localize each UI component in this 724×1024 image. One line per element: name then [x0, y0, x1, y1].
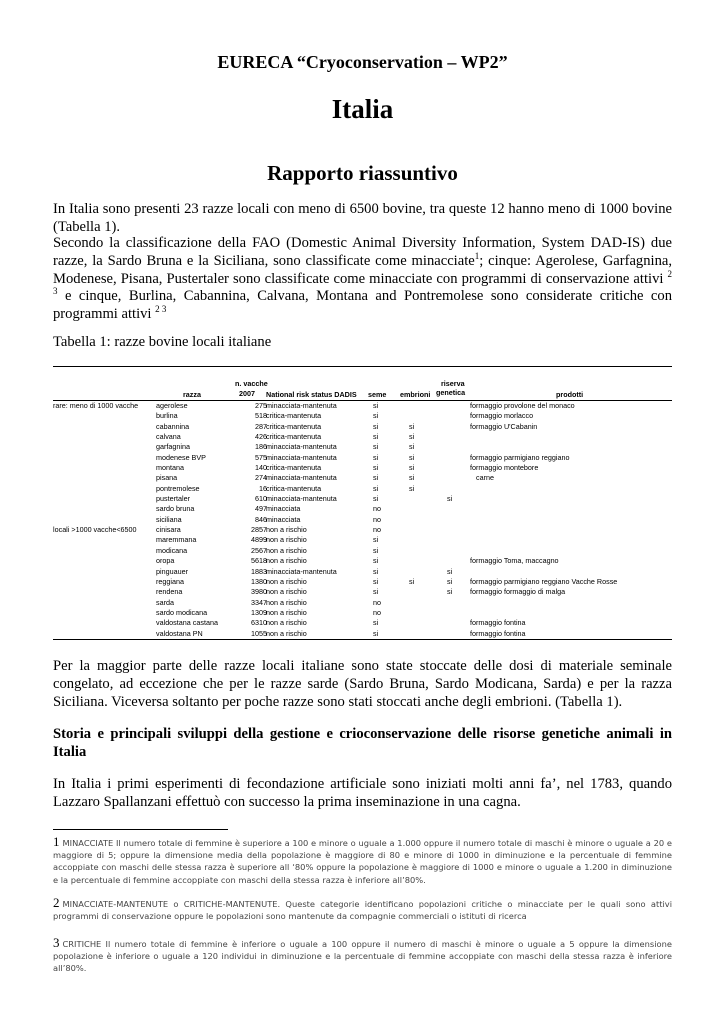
row-semen: si — [373, 587, 379, 597]
row-breed: garfagnina — [156, 442, 190, 452]
row-products: formaggio Toma, maccagno — [470, 556, 559, 566]
row-cow-count: 140 — [255, 463, 267, 473]
row-risk-status: critica-mantenuta — [266, 463, 322, 473]
row-breed: modicana — [156, 545, 188, 555]
row-risk-status: critica-mantenuta — [266, 432, 322, 442]
header-seed: seme — [368, 390, 387, 399]
row-semen: no — [373, 607, 381, 617]
row-cow-count: 275 — [255, 401, 267, 410]
row-genetic-reserve: si — [447, 576, 453, 586]
row-semen: si — [373, 628, 379, 638]
row-products: formaggio formaggio di malga — [470, 587, 566, 597]
header-n-line1: n. vacche — [235, 379, 268, 388]
row-risk-status: non a rischio — [266, 525, 307, 535]
header-risk: National risk status DADIS — [266, 390, 357, 399]
row-breed: pontremolese — [156, 483, 200, 493]
row-semen: no — [373, 597, 381, 607]
row-breed: maremmana — [156, 535, 197, 545]
row-breed: pisana — [156, 473, 178, 483]
table-row — [53, 598, 672, 608]
row-cow-count: 4899 — [251, 535, 267, 545]
row-semen: no — [373, 514, 381, 524]
row-semen: si — [373, 618, 379, 628]
classification-paragraph — [53, 235, 672, 324]
table-row — [53, 535, 672, 545]
table-row — [53, 422, 672, 432]
project-title: EURECA “Cryoconservation – WP2” — [217, 52, 508, 72]
row-genetic-reserve: si — [447, 587, 453, 597]
row-embryos: si — [409, 473, 415, 483]
row-cow-count: 3347 — [251, 597, 267, 607]
row-cow-count: 16 — [259, 483, 267, 493]
table-row — [53, 484, 672, 494]
row-breed: reggiana — [156, 576, 184, 586]
row-risk-status: minacciata-mantenuta — [266, 566, 337, 576]
row-embryos: si — [409, 452, 415, 462]
row-risk-status: non a rischio — [266, 576, 307, 586]
row-semen: no — [373, 525, 381, 535]
row-breed: siciliana — [156, 514, 182, 524]
row-breed: sarda — [156, 597, 174, 607]
footnote-ref-2-3: 2 3 — [53, 268, 672, 297]
table-header — [53, 376, 672, 401]
row-embryos: si — [409, 483, 415, 493]
row-breed: sardo modicana — [156, 607, 208, 617]
row-cow-count: 186 — [255, 442, 267, 452]
row-breed: cinisara — [156, 525, 181, 535]
row-cow-count: 3980 — [251, 587, 267, 597]
table-row — [53, 453, 672, 463]
table-row — [53, 587, 672, 597]
header-gen-line2: genetica — [436, 388, 466, 397]
row-risk-status: non a rischio — [266, 618, 307, 628]
footnote-rule — [53, 829, 228, 830]
table-row — [53, 494, 672, 504]
row-breed: calvana — [156, 432, 181, 442]
row-breed: agerolese — [156, 401, 188, 410]
footnote-3 — [53, 937, 672, 975]
header-prod: prodotti — [556, 390, 584, 399]
row-cow-count: 274 — [255, 473, 267, 483]
table-caption: Tabella 1: razze bovine locali italiane — [53, 334, 272, 350]
table-row — [53, 442, 672, 452]
row-cow-count: 518 — [255, 411, 267, 421]
row-risk-status: non a rischio — [266, 535, 307, 545]
row-embryos: si — [409, 421, 415, 431]
table-bottom-rule — [53, 639, 672, 640]
row-risk-status: non a rischio — [266, 545, 307, 555]
footnote-ref-1: 1 — [474, 250, 480, 261]
row-risk-status: critica-mantenuta — [266, 483, 322, 493]
row-cow-count: 575 — [255, 452, 267, 462]
table-row — [53, 432, 672, 442]
row-cow-count: 2567 — [251, 545, 267, 555]
row-cow-count: 1380 — [251, 576, 267, 586]
row-breed: burlina — [156, 411, 178, 421]
table-row — [53, 618, 672, 628]
footnote-1 — [53, 836, 672, 886]
row-products: formaggio fontina — [470, 618, 526, 628]
row-breed: montana — [156, 463, 184, 473]
row-embryos: si — [409, 442, 415, 452]
footnote-ref-2-3-b: 2 3 — [155, 304, 167, 315]
row-breed: sardo bruna — [156, 504, 195, 514]
row-risk-status: minacciata-mantenuta — [266, 401, 337, 410]
country-title: Italia — [331, 94, 394, 124]
table-top-rule — [53, 366, 672, 367]
history-paragraph: In Italia i primi esperimenti di fecondazione artificiale sono iniziati molti anni fa’, nel 1783, quando Lazzaro Spallanzani effettuò con successo la prima inseminazione in una cagna. — [53, 776, 672, 810]
row-genetic-reserve: si — [447, 566, 453, 576]
table-row — [53, 556, 672, 566]
row-products: formaggio parmigiano reggiano Vacche Rosse — [470, 576, 618, 586]
table-row — [53, 463, 672, 473]
row-cow-count: 846 — [255, 514, 267, 524]
row-semen: si — [373, 432, 379, 442]
row-risk-status: minacciata — [266, 514, 301, 524]
table-row — [53, 473, 672, 483]
row-cow-count: 1055 — [251, 628, 267, 638]
row-breed: pustertaler — [156, 494, 190, 504]
table-row — [53, 525, 672, 535]
row-products: formaggio fontina — [470, 628, 526, 638]
row-risk-status: minacciata-mantenuta — [266, 442, 337, 452]
row-risk-status: non a rischio — [266, 587, 307, 597]
row-risk-status: minacciata-mantenuta — [266, 494, 337, 504]
row-semen: si — [373, 421, 379, 431]
row-products: carne — [470, 473, 494, 483]
footnote-number: 3 — [53, 935, 60, 950]
row-semen: si — [373, 545, 379, 555]
footnote-number: 2 — [53, 895, 60, 910]
row-semen: no — [373, 504, 381, 514]
row-breed: valdostana PN — [156, 628, 203, 638]
footnote-text: MINACCIATE-MANTENUTE o CRITICHE-MANTENUTE. Queste categorie identificano popolazioni critiche o minacciate per le quali sono attivi programmi di conservazione oppure le popolazioni sono mantenute da compagnie commerciali o istituti di ricerca — [53, 899, 672, 922]
table-row — [53, 401, 672, 411]
header-n-line2: 2007 — [239, 389, 255, 398]
table-row — [53, 504, 672, 514]
report-title: Rapporto riassuntivo — [267, 161, 458, 185]
row-group: locali >1000 vacche<6500 — [53, 525, 137, 535]
row-semen: si — [373, 494, 379, 504]
row-risk-status: non a rischio — [266, 597, 307, 607]
header-gen-line1: riserva — [441, 379, 465, 388]
row-semen: si — [373, 442, 379, 452]
row-risk-status: minacciata-mantenuta — [266, 452, 337, 462]
row-group: rare: meno di 1000 vacche — [53, 401, 139, 410]
footnote-text: CRITICHE Il numero totale di femmine è inferiore o uguale a 100 oppure il numero di maschi è minore o uguale a 5 oppure la dimensione popolazione è inferiore o uguale a 120 individui in diminuzione e la percentuale di femmine accoppiate con maschi della stessa razza è inferiore all’80%. — [53, 939, 672, 974]
row-breed: pinguauer — [156, 566, 188, 576]
row-cow-count: 1309 — [251, 607, 267, 617]
intro-paragraph: In Italia sono presenti 23 razze locali con meno di 6500 bovine, tra queste 12 hanno meno di 1000 bovine (Tabella 1). — [53, 201, 672, 235]
row-semen: si — [373, 473, 379, 483]
row-cow-count: 610 — [255, 494, 267, 504]
row-risk-status: non a rischio — [266, 607, 307, 617]
row-products: formaggio parmigiano reggiano — [470, 452, 570, 462]
footnote-number: 1 — [53, 834, 60, 849]
row-semen: si — [373, 411, 379, 421]
row-products: formaggio provolone del monaco — [470, 401, 575, 410]
history-heading: Storia e principali sviluppi della gestione e crioconservazione delle risorse genetiche animali in Italia — [53, 726, 672, 760]
row-cow-count: 6310 — [251, 618, 267, 628]
breeds-table — [53, 376, 672, 640]
footnote-2 — [53, 897, 672, 922]
row-risk-status: non a rischio — [266, 628, 307, 638]
table-row — [53, 629, 672, 639]
row-cow-count: 1883 — [251, 566, 267, 576]
classification-text-c: e cinque, Burlina, Cabannina, Calvana, Montana and Pontremolese sono considerate critiche con programmi attivi — [53, 288, 672, 323]
row-risk-status: critica-mantenuta — [266, 411, 322, 421]
row-semen: si — [373, 535, 379, 545]
row-cow-count: 497 — [255, 504, 267, 514]
row-semen: si — [373, 463, 379, 473]
row-semen: si — [373, 452, 379, 462]
row-breed: rendena — [156, 587, 183, 597]
table-row — [53, 515, 672, 525]
row-embryos: si — [409, 432, 415, 442]
storage-paragraph: Per la maggior parte delle razze locali italiane sono state stoccate delle dosi di materiale seminale congelato, ad eccezione che per le razze sarde (Sardo Bruna, Sardo Modicana, Sarda) e per la razza Siciliana. Viceversa soltanto per poche razze sono stati stoccati anche degli embrioni. (Tabella 1). — [53, 658, 672, 710]
row-breed: oropa — [156, 556, 175, 566]
row-cow-count: 2857 — [251, 525, 267, 535]
row-breed: modenese BVP — [156, 452, 206, 462]
row-genetic-reserve: si — [447, 494, 453, 504]
row-risk-status: minacciata — [266, 504, 301, 514]
row-products: formaggio morlacco — [470, 411, 534, 421]
row-semen: si — [373, 556, 379, 566]
row-risk-status: critica-mantenuta — [266, 421, 322, 431]
row-breed: valdostana castana — [156, 618, 218, 628]
row-risk-status: non a rischio — [266, 556, 307, 566]
classification-text-b: ; cinque: Agerolese, Garfagnina, Modenese, Pisana, Pustertaler sono classificate come minacciate con programmi di conservazione attivi — [53, 252, 672, 287]
row-embryos: si — [409, 576, 415, 586]
row-semen: si — [373, 576, 379, 586]
row-cow-count: 426 — [255, 432, 267, 442]
header-emb: embrioni — [400, 390, 431, 399]
table-row — [53, 546, 672, 556]
row-products: formaggio U'Cabanin — [470, 421, 538, 431]
row-products: formaggio montebore — [470, 463, 539, 473]
table-row — [53, 608, 672, 618]
classification-text-a: Secondo la classificazione della FAO (Domestic Animal Diversity Information, System DAD-IS) due razze, la Sardo Bruna e la Siciliana, sono classificate come minacciate — [53, 235, 672, 269]
row-breed: cabannina — [156, 421, 190, 431]
table-row — [53, 577, 672, 587]
header-breed: razza — [183, 390, 201, 399]
row-embryos: si — [409, 463, 415, 473]
row-semen: si — [373, 401, 379, 410]
row-semen: si — [373, 566, 379, 576]
row-cow-count: 5618 — [251, 556, 267, 566]
table-row — [53, 411, 672, 421]
row-semen: si — [373, 483, 379, 493]
table-row — [53, 567, 672, 577]
table-body — [53, 401, 672, 639]
row-cow-count: 287 — [255, 421, 267, 431]
row-risk-status: minacciata-mantenuta — [266, 473, 337, 483]
footnote-text: MINACCIATE Il numero totale di femmine è superiore a 100 e minore o uguale a 1.000 oppure il numero totale di maschi è minore o uguale a 20 e maggiore di 5; oppure la dimensione media della popolazione è maggiore di 80 e minore di 1000 in diminuzione e la percentuale di femmine accoppiate con maschi delle stessa razza è superiore all ‘80% oppure la popolazione è maggiore di 1000 e minore o uguale a 1.200 in diminuzione e la percentuale di femmine accoppiate con maschi della stessa razza è inferiore all’80%. — [53, 838, 672, 885]
